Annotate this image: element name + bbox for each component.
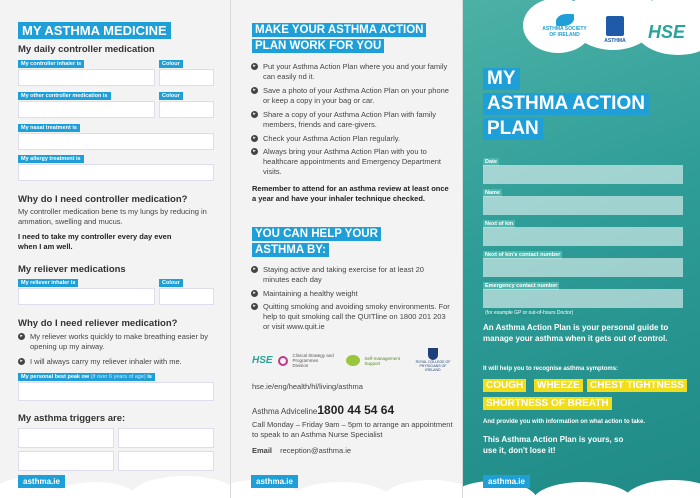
controller-inhaler-field[interactable] (18, 60, 214, 88)
tip-bullet: ▸ Put your Asthma Action Plan where you and your family can easily nd it. (251, 62, 451, 82)
arrow-right-icon: ▸ (251, 87, 258, 94)
need-every-day-text: I need to take my controller every day even when I am well. (18, 232, 172, 251)
name-label: Name (485, 190, 500, 196)
field-label: My controller inhaler is (18, 60, 84, 68)
colour-label: Colour (159, 60, 183, 68)
reliever-bullet: ▸ I will always carry my reliever inhaler with me. (18, 357, 218, 367)
crest-icon (428, 348, 438, 360)
bird-icon (556, 14, 574, 26)
hse-logo: HSE (252, 355, 273, 366)
asthma-society-logo: ASTHMA SOCIETY OF IRELAND (542, 14, 587, 38)
help-bullet: ▸ Staying active and taking exercise for at least 20 minutes each day (251, 265, 451, 285)
footer-link[interactable]: asthma.ie (251, 475, 298, 488)
panel2-header-line1: MAKE YOUR ASTHMA ACTION (252, 23, 426, 37)
self-management-logo: Self-management Support (346, 352, 404, 370)
footer-link[interactable]: asthma.ie (18, 475, 65, 488)
panel-my-asthma-medicine (0, 0, 231, 498)
footer-link[interactable]: asthma.ie (483, 475, 530, 488)
why-controller-text: My controller medication bene ts my lungs by reducing in ammation, swelling and mucus. (18, 207, 207, 226)
arrow-right-icon: ▸ (251, 303, 258, 310)
lungs-icon (606, 16, 624, 36)
reliever-title: My reliever medications (18, 264, 126, 275)
emergency-contact-label: Emergency contact number (485, 283, 558, 289)
cover-title-line1: MY (483, 68, 520, 90)
email-link[interactable]: reception@asthma.ie (280, 446, 352, 455)
cover-title-line3: PLAN (483, 118, 543, 140)
email-row (252, 446, 351, 455)
intro-text: An Asthma Action Plan is your personal guide to manage your asthma when it gets out of control. (483, 323, 669, 343)
adviceline-label: Asthma Adviceline (252, 407, 318, 416)
arrow-right-icon: ▸ (251, 266, 258, 273)
arrow-right-icon: ▸ (18, 358, 25, 365)
tip-bullet: ▸ Share a copy of your Asthma Action Plan with family members, friends and care-givers. (251, 110, 451, 130)
email-label: Email (252, 446, 273, 455)
call-text: Call Monday – Friday 9am – 5pm to arrange an appointment to speak to an Asthma Nurse Specialist (252, 420, 453, 439)
panel2-header-line2: PLAN WORK FOR YOU (252, 39, 384, 53)
hse-logo: HSE (648, 22, 686, 42)
peak-flow-field[interactable] (18, 373, 214, 403)
recognise-text: It will help you to recognise asthma symptoms: (483, 366, 619, 372)
help-bullet: ▸ Quitting smoking and avoiding smoky environments. For help to quit smoking call the QUITline on 1800 201 203 or visit www.quit.ie (251, 302, 451, 332)
adviceline (252, 401, 452, 419)
tip-bullet: ▸ Check your Asthma Action Plan regularly. (251, 134, 451, 144)
symptom-badge: CHEST TIGHTNESS (587, 379, 687, 392)
help-header-line1: YOU CAN HELP YOUR (252, 227, 381, 241)
panel-cover (463, 0, 700, 498)
symptom-badge: COUGH (483, 379, 526, 392)
other-controller-field[interactable] (18, 92, 214, 120)
panel1-header: MY ASTHMA MEDICINE (18, 22, 171, 39)
name-field[interactable] (483, 196, 683, 215)
peak-flow-suffix: is (147, 374, 152, 380)
reliever-bullet: ▸ My reliever works quickly to make breathing easier by opening up my airway. (18, 332, 218, 352)
symptom-badge: SHORTNESS OF BREATH (483, 397, 612, 410)
field-label: My reliever inhaler is (18, 279, 78, 287)
arrow-right-icon: ▸ (251, 111, 258, 118)
field-label: My other controller medication is (18, 92, 111, 100)
why-controller-title: Why do I need controller medication? (18, 194, 188, 205)
reliever-inhaler-field[interactable] (18, 279, 214, 307)
help-bullet: ▸ Maintaining a healthy weight (251, 289, 451, 299)
example-note: (for example GP or out-of-hours Doctor) (485, 310, 574, 316)
why-reliever-title: Why do I need reliever medication? (18, 318, 178, 329)
arrow-right-icon: ▸ (251, 290, 258, 297)
next-of-kin-field[interactable] (483, 227, 683, 246)
peak-flow-note: (if over 6 years of age) (90, 374, 146, 380)
panel-action-plan-tips (231, 0, 463, 498)
arrow-right-icon: ▸ (18, 333, 25, 340)
allergy-treatment-field[interactable] (18, 155, 214, 181)
kin-contact-label: Next of kin's contact number (485, 252, 561, 258)
peak-flow-label: My personal best peak ow (21, 374, 90, 380)
arrow-right-icon: ▸ (251, 63, 258, 70)
arrow-right-icon: ▸ (251, 135, 258, 142)
arrow-right-icon: ▸ (251, 148, 258, 155)
rcpi-logo: ROYAL COLLEGE OF PHYSICIANS OF IRELAND (414, 348, 452, 372)
clinical-strategy-logo: Clinical Strategy and Programmes Division (278, 352, 336, 370)
symptom-badge: WHEEZE (534, 379, 583, 392)
colour-label: Colour (159, 279, 183, 287)
asthma-logo: ASTHMA (598, 16, 632, 44)
tip-bullet: ▸ Save a photo of your Asthma Action Plan on your phone or keep a copy in your bag or car. (251, 86, 451, 106)
cover-title-line2: ASTHMA ACTION (483, 93, 649, 115)
closing-text: This Asthma Action Plan is yours, so use it, don't lose it! (483, 435, 624, 455)
field-label: My nasal treatment is (18, 124, 80, 132)
adviceline-number[interactable]: 1800 44 54 64 (317, 403, 395, 417)
tip-bullet: ▸ Always bring your Asthma Action Plan with you to healthcare appointments and Emergency Department visits. (251, 147, 451, 177)
partner-logos (252, 348, 452, 374)
date-field[interactable] (483, 165, 683, 184)
help-header-line2: ASTHMA BY: (252, 243, 329, 257)
remember-text: Remember to attend for an asthma review at least once a year and have your inhaler technique checked. (252, 184, 449, 203)
date-label: Date (485, 159, 497, 165)
emergency-contact-field[interactable] (483, 289, 683, 308)
field-label: My allergy treatment is (18, 155, 84, 163)
next-of-kin-label: Next of kin (485, 221, 514, 227)
provide-text: And provide you with information on what action to take. (483, 419, 646, 425)
kin-contact-field[interactable] (483, 258, 683, 277)
triggers-title: My asthma triggers are: (18, 413, 126, 424)
controller-title: My daily controller medication (18, 44, 155, 55)
nasal-treatment-field[interactable] (18, 124, 214, 150)
colour-label: Colour (159, 92, 183, 100)
hse-url[interactable]: hse.ie/eng/health/hl/living/asthma (252, 382, 363, 391)
